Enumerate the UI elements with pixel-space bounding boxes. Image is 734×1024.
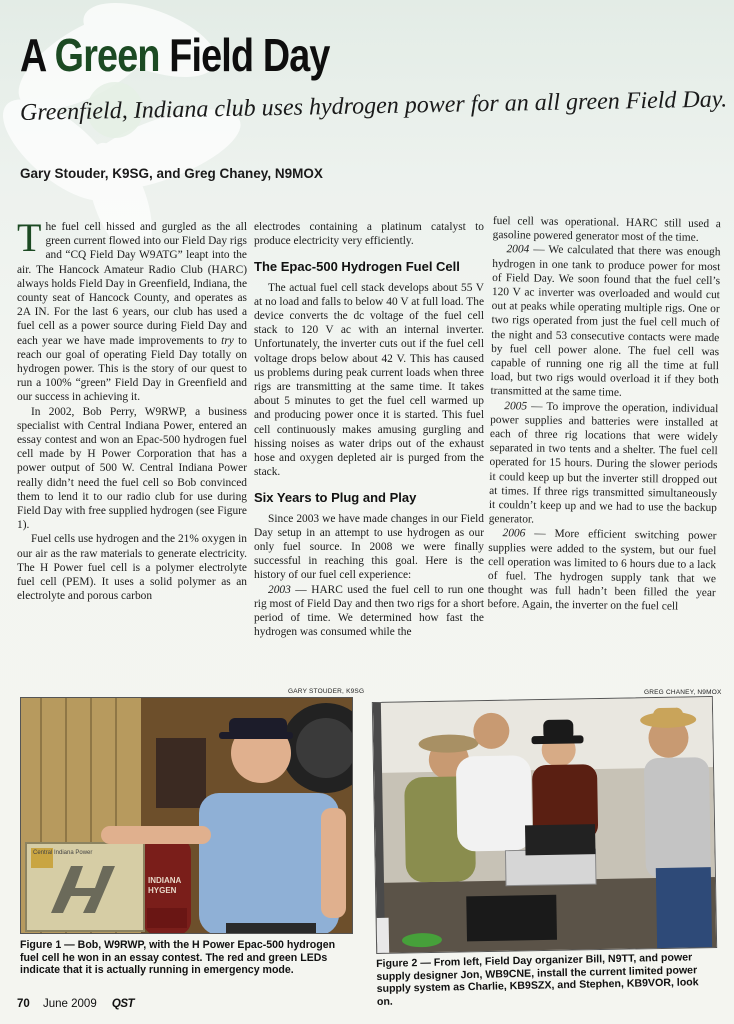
drop-cap: T bbox=[17, 220, 42, 260]
text-column-3 bbox=[487, 214, 721, 657]
hydrogen-tank-label: INDIANA HYGEN bbox=[148, 876, 182, 895]
fuel-cell-box-label: Central Indiana Power bbox=[33, 850, 93, 856]
paragraph: electrodes containing a platinum catalyst to produce electricity very efficiently. bbox=[254, 221, 484, 248]
page-number: 70 bbox=[17, 998, 30, 1010]
year-label: 2003 bbox=[268, 583, 291, 596]
paragraph: fuel cell was operational. HARC still used a gasoline powered generator most of the time. bbox=[492, 214, 721, 245]
paragraph bbox=[254, 583, 484, 640]
paragraph bbox=[487, 526, 716, 614]
paragraph-text: — To improve the operation, individual power supplies and batteries were installed at each of three rig locations that were widely separated in two tents and a shelter. The fuel cell operated for 15 hours. During the slower periods it could keep up but the inverter still dropped out at times. If three rigs transmitted simultaneously it couldn’t keep up and we had to use the backup generator. bbox=[488, 400, 719, 526]
paragraph: The actual fuel cell stack develops about 55 V at no load and falls to below 40 V at full load. The device converts the dc voltage of the fuel cell stack to 120 V ac with an internal inverter. Unfortunately, the inverter cuts out if the fuel cell voltage drops below about 42 V. This has caused us problems during peak current loads when three rigs are transmitting at the same time. It takes about 5 minutes to get the fuel cell warmed up and producing power once it is started. This fuel cell continuously makes amusing gurgling and hissing noises as water drips out of the exhaust hose and oxygen depleted air is purged from the stack. bbox=[254, 281, 484, 479]
article-title bbox=[20, 28, 330, 82]
figure-1-credit: GARY STOUDER, K9SG bbox=[288, 688, 365, 695]
paragraph-text: he fuel cell hissed and gurgled as the all green current flowed into our Field Day rigs and “CQ Field Day W9ATG” leapt into the air. The Hancock Amateur Radio Club (HARC) always holds Field Day in Greenfield, Indiana, the county seat of Hancock County, and operates as 2A IN. For the last 6 years, our club has used a fuel cell as a power source during Field Day and each year we have made improvements to bbox=[17, 221, 247, 347]
figure-1-caption: Figure 1 — Bob, W9RWP, with the H Power Epac-500 hydrogen fuel cell he won in an essay contest. The red and green LEDs indicate that it is actually running in emergency mode. bbox=[20, 939, 336, 977]
emphasis-text: try bbox=[221, 334, 234, 347]
figure-2-caption: Figure 2 — From left, Field Day organizer Bill, N9TT, and power supply designer Jon, WB9CNE, install the current limited power supply system as Charlie, KB9SZX, and Stephen, KB9VOR, look on. bbox=[376, 951, 699, 1008]
figure-1-photo bbox=[20, 697, 353, 934]
magazine-logo: QST bbox=[111, 998, 135, 1010]
figure-1-illustration bbox=[21, 698, 353, 934]
paragraph: In 2002, Bob Perry, W9RWP, a business specialist with Central Indiana Power, entered an essay contest and won an Epac-500 hydrogen fuel cell made by H Power Corporation that has a power output of 500 W. Central Indiana Power really didn’t need the fuel cell so Bob convinced them to lend it to our radio club for use during Field Day with free supplied hydrogen (see Figure 1). bbox=[17, 405, 247, 532]
figure-2-credit: GREG CHANEY, N9MOX bbox=[644, 689, 722, 696]
title-word-field-day: Field Day bbox=[169, 29, 330, 81]
year-label: 2005 bbox=[504, 399, 528, 413]
article-byline: Gary Stouder, K9SG, and Greg Chaney, N9MOX bbox=[20, 166, 323, 181]
paragraph-text: — We calculated that there was enough hydrogen in one tank to produce power for most of Field Day. We soon found that the fuel cell’s 120 V ac inverter was overloaded and would cut out at peaks while operating multiple rigs. One or two rigs operated from just the fuel cell much of the night and 53 consecutive contacts were made by fuel cell power alone. The fuel cell was capable of running one rig all the time at full load, but two rigs would overload it if they both transmitted at the same time. bbox=[490, 243, 721, 400]
paragraph-text: to reach our goal of operating Field Day totally on hydrogen power. This is the story of our quest to run a 100% “green” Field Day in Greenfield and our success in achieving it. bbox=[17, 334, 247, 404]
year-label: 2004 bbox=[506, 243, 530, 256]
paragraph-text: — More efficient switching power supplies were added to the system, but our fuel cell operation was limited to 6 hours due to a lack of fuel. The hydrogen supply tank that we thought was full hadn’t been filled the year before. Again, the inverter on the fuel cell bbox=[487, 527, 717, 614]
paragraph bbox=[490, 242, 720, 401]
figure-2-illustration bbox=[373, 697, 717, 954]
paragraph: Since 2003 we have made changes in our Field Day setup in an attempt to use hydrogen as our only fuel source. In 2008 we were finally successful in reaching this goal. Here is the history of our fuel cell experience: bbox=[254, 512, 484, 582]
paragraph-text: — HARC used the fuel cell to run one rig most of Field Day and then two rigs for a short period of time. We determined how fast the hydrogen was consumed while the bbox=[254, 583, 484, 639]
title-word-a: A bbox=[20, 29, 46, 81]
section-heading: The Epac-500 Hydrogen Fuel Cell bbox=[254, 259, 460, 275]
title-word-green: Green bbox=[54, 29, 160, 81]
paragraph: Fuel cells use hydrogen and the 21% oxygen in our air as the raw materials to generate electricity. The H Power fuel cell is a polymer electrolyte fuel cell (PEM). It uses a solid polymer as an electrolyte and porous carbon bbox=[17, 533, 247, 603]
paragraph bbox=[489, 399, 719, 530]
page-footer bbox=[17, 998, 134, 1010]
text-column-1 bbox=[17, 220, 247, 660]
section-heading: Six Years to Plug and Play bbox=[254, 490, 417, 506]
issue-date: June 2009 bbox=[43, 998, 97, 1010]
article-subtitle: Greenfield, Indiana club uses hydrogen power for an all green Field Day. bbox=[19, 86, 728, 126]
figure-2-photo bbox=[372, 696, 717, 954]
text-column-2 bbox=[254, 220, 484, 660]
paragraph bbox=[17, 220, 247, 405]
year-label: 2006 bbox=[502, 527, 526, 540]
